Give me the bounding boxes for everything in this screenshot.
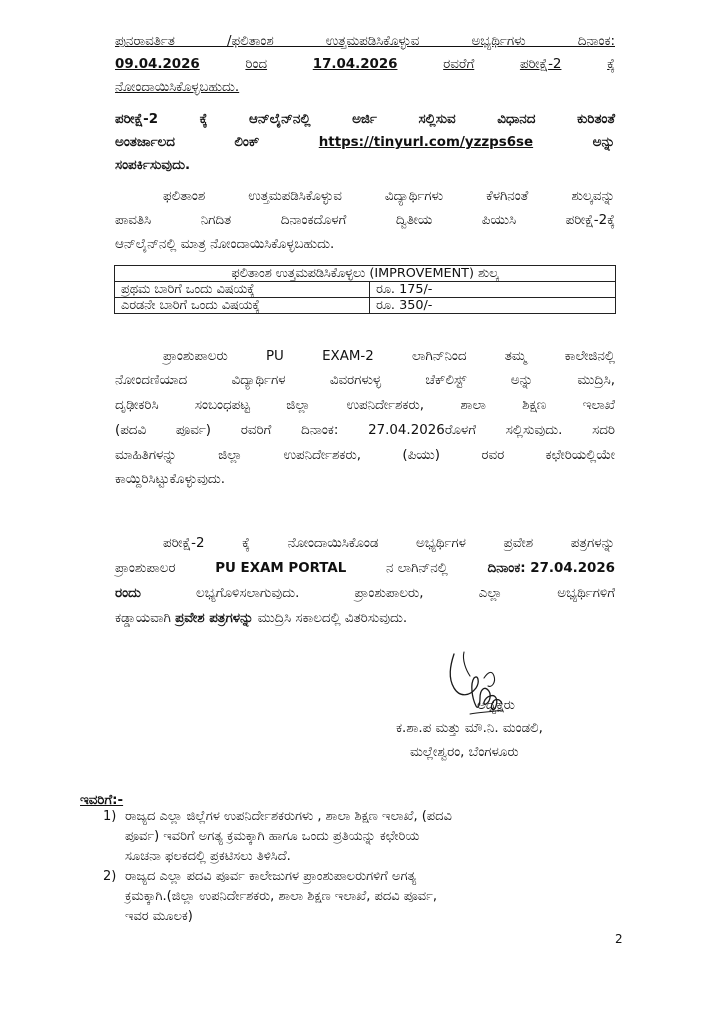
- principal-line-3: ದೃಢೀಕರಿಸಿ ಸಂಬಂಧಪಟ್ಟ ಜಿಲ್ಲಾ ಉಪನಿರ್ದೇಶಕರು, ಶಾಲಾ ಶಿಕ್ಷಣ ಇಲಾಖೆ: [115, 398, 615, 413]
- registration-line-2: [115, 53, 615, 76]
- improvement-fee-table: [114, 265, 616, 314]
- recipient-line: ಪೂರ್ವ) ಇವರಿಗೆ ಅಗತ್ಯ ಕ್ರಮಕ್ಕಾಗಿ ಹಾಗೂ ಒಂದು ಪ್ರತಿಯನ್ನು ಕಛೇರಿಯ: [125, 829, 420, 844]
- online-notice-word-link: ಲಿಂಕ್: [234, 135, 260, 150]
- admit-line-1: ಪರೀಕ್ಷೆ-2 ಕ್ಕೆ ನೋಂದಾಯಿಸಿಕೊಂಡ ಅಭ್ಯರ್ಥಿಗಳ ಪ್ರವೇಶ ಪತ್ರಗಳನ್ನು: [163, 536, 615, 551]
- principal-line-5: ಮಾಹಿತಿಗಳನ್ನು ಜಿಲ್ಲಾ ಉಪನಿರ್ದೇಶಕರು, (ಪಿಯು) ರವರ ಕಛೇರಿಯಲ್ಲಿಯೇ: [115, 448, 615, 463]
- online-notice-line-1: ಪರೀಕ್ಷೆ-2 ಕ್ಕೆ ಆನ್‌ಲೈನ್‌ನಲ್ಲಿ ಅರ್ಜಿ ಸಲ್ಲಿಸುವ ವಿಧಾನದ ಕುರಿತಂತೆ: [115, 112, 615, 127]
- recipient-item: [103, 807, 623, 867]
- admit-word-admit-cards: ಪ್ರವೇಶ ಪತ್ರಗಳನ್ನು: [175, 611, 254, 626]
- registration-date-from: 09.04.2026: [115, 57, 200, 72]
- recipient-number: 2): [103, 869, 117, 884]
- fee-intro-line-1: ಫಲಿತಾಂಶ ಉತ್ತಮಪಡಿಸಿಕೊಳ್ಳುವ ವಿದ್ಯಾರ್ಥಿಗಳು ಕೆಳಗಿನಂತೆ ಶುಲ್ಕವನ್ನು: [163, 189, 615, 204]
- application-link[interactable]: https://tinyurl.com/yzzps6se: [318, 135, 534, 150]
- fee-row-label: ಪ್ರಥಮ ಬಾರಿಗೆ ಒಂದು ವಿಷಯಕ್ಕೆ: [115, 282, 370, 298]
- registration-line-1: ಪುನರಾವರ್ತಿತ /ಫಲಿತಾಂಶ ಉತ್ತಮಪಡಿಸಿಕೊಳ್ಳುವ ಅಭ್ಯರ್ಥಿಗಳು ದಿನಾಂಕ:: [115, 34, 615, 49]
- online-notice-line-2: [115, 131, 615, 154]
- admit-word-mandatory: ಕಡ್ಡಾಯವಾಗಿ: [115, 611, 171, 626]
- page-number: 2: [615, 932, 623, 946]
- fee-row-amount: ರೂ. 350/-: [370, 298, 616, 314]
- fee-row-label: ಎರಡನೇ ಬಾರಿಗೆ ಒಂದು ವಿಷಯಕ್ಕೆ: [115, 298, 370, 314]
- recipient-number: 1): [103, 809, 117, 824]
- recipient-item: [103, 867, 623, 927]
- principal-line-6: ಕಾಯ್ದಿರಿಸಿಟ್ಟುಕೊಳ್ಳುವುದು.: [115, 472, 226, 487]
- online-notice-word-internet: ಅಂತರ್ಜಾಲದ: [115, 135, 175, 150]
- admit-word-on: ರಂದು: [115, 586, 141, 601]
- fee-row-amount: ರೂ. 175/-: [370, 282, 616, 298]
- fee-table-row: [115, 282, 616, 298]
- recipient-line: ಸೂಚನಾ ಫಲಕದಲ್ಲಿ ಪ್ರಕಟಿಸಲು ತಿಳಿಸಿದೆ.: [125, 849, 291, 864]
- principal-line-4: (ಪದವಿ ಪೂರ್ವ) ರವರಿಗೆ ದಿನಾಂಕ: 27.04.2026ರೊಳಗೆ ಸಲ್ಲಿಸುವುದು. ಸದರಿ: [115, 423, 615, 438]
- recipient-line: ರಾಜ್ಯದ ಎಲ್ಲಾ ಜಿಲ್ಲೆಗಳ ಉಪನಿರ್ದೇಶಕರುಗಳು , ಶಾಲಾ ಶಿಕ್ಷಣ ಇಲಾಖೆ, (ಪದವಿ: [125, 809, 452, 824]
- fee-intro-line-3: ಆನ್‌ಲೈನ್‌ನಲ್ಲಿ ಮಾತ್ರ ನೋಂದಾಯಿಸಿಕೊಳ್ಳಬಹುದು.: [115, 237, 335, 252]
- principal-line-1: ಪ್ರಾಂಶುಪಾಲರು PU EXAM-2 ಲಾಗಿನ್‌ನಿಂದ ತಮ್ಮ ಕಾಲೇಜಿನಲ್ಲಿ: [163, 349, 615, 364]
- admit-line-2: [115, 557, 615, 580]
- admit-date: ದಿನಾಂಕ: 27.04.2026: [487, 561, 615, 576]
- signatory-place: ಮಲ್ಲೇಶ್ವರಂ, ಬೆಂಗಳೂರು: [410, 745, 519, 760]
- admit-line-3-text: ಲಭ್ಯಗೊಳಿಸಲಾಗುವುದು. ಪ್ರಾಂಶುಪಾಲರು, ಎಲ್ಲಾ ಅಭ್ಯರ್ಥಿಗಳಿಗೆ: [196, 586, 615, 601]
- signatory-title: ಅಧ್ಯಕ್ಷರು: [477, 698, 515, 713]
- recipient-line: ರಾಜ್ಯದ ಎಲ್ಲಾ ಪದವಿ ಪೂರ್ವ ಕಾಲೇಜುಗಳ ಪ್ರಾಂಶುಪಾಲರುಗಳಿಗೆ ಅಗತ್ಯ: [125, 869, 417, 884]
- admit-word-login: ನ ಲಾಗಿನ್‌ನಲ್ಲಿ: [385, 561, 448, 576]
- admit-word-principal: ಪ್ರಾಂಶುಪಾಲರ: [115, 561, 176, 576]
- fee-table-header-row: [115, 266, 616, 282]
- online-notice-word-this: ಅನ್ನು: [592, 135, 615, 150]
- fee-table-row: [115, 298, 616, 314]
- fee-intro-line-2: ಪಾವತಿಸಿ ನಿಗದಿತ ದಿನಾಂಕದೊಳಗೆ ದ್ವಿತೀಯ ಪಿಯುಸಿ ಪರೀಕ್ಷೆ-2ಕ್ಕೆ: [115, 213, 615, 228]
- admit-line-4-text: ಮುದ್ರಿಸಿ ಸಕಾಲದಲ್ಲಿ ವಿತರಿಸುವುದು.: [257, 611, 408, 626]
- registration-word-from: ರಿಂದ: [245, 57, 268, 72]
- registration-word-upto: ರವರೆಗೆ: [443, 57, 475, 72]
- registration-word-exam: ಪರೀಕ್ಷೆ-2: [519, 57, 562, 72]
- registration-date-to: 17.04.2026: [312, 57, 398, 72]
- fee-table-header: ಫಲಿತಾಂಶ ಉತ್ತಮಪಡಿಸಿಕೊಳ್ಳಲು (IMPROVEMENT) ಶುಲ್ಕ: [115, 266, 616, 282]
- admit-line-3: [115, 582, 615, 605]
- online-notice-line-3: ಸಂಪರ್ಕಿಸುವುದು.: [115, 158, 191, 173]
- recipients-heading: ಇವರಿಗೆ:-: [80, 793, 124, 808]
- admit-line-4: [115, 607, 615, 630]
- admit-portal-name: PU EXAM PORTAL: [215, 561, 347, 576]
- registration-line-3: ನೋಂದಾಯಿಸಿಕೊಳ್ಳಬಹುದು.: [115, 80, 240, 95]
- registration-word-to: ಕ್ಕೆ: [607, 57, 615, 72]
- principal-line-2: ನೋಂದಣಿಯಾದ ವಿದ್ಯಾರ್ಥಿಗಳ ವಿವರಗಳುಳ್ಳ ಚೆಕ್‌ಲಿಸ್ಟ್ ಅನ್ನು ಮುದ್ರಿಸಿ,: [115, 373, 615, 388]
- recipient-line: ಇವರ ಮೂಲಕ): [125, 909, 193, 924]
- recipient-line: ಕ್ರಮಕ್ಕಾಗಿ.(ಜಿಲ್ಲಾ ಉಪನಿರ್ದೇಶಕರು, ಶಾಲಾ ಶಿಕ್ಷಣ ಇಲಾಖೆ, ಪದವಿ ಪೂರ್ವ,: [125, 889, 437, 904]
- signatory-organization: ಕ.ಶಾ.ಪ ಮತ್ತು ಮೌ.ನಿ. ಮಂಡಲಿ,: [396, 721, 543, 736]
